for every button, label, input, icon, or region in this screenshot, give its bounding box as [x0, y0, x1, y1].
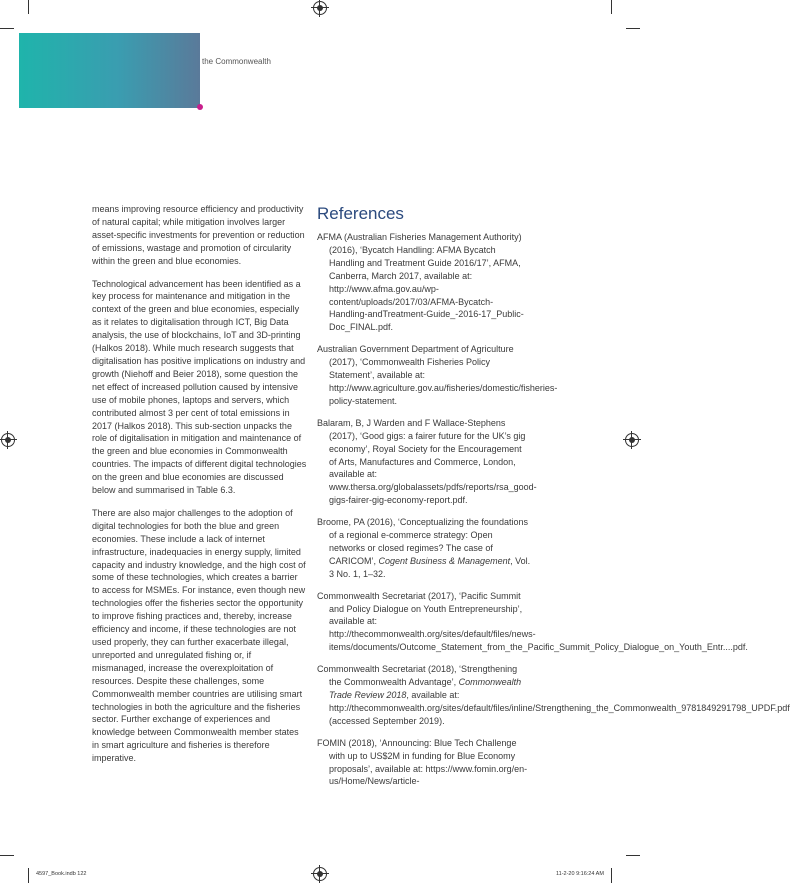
footer-file-slug: 4597_Book.indb 122 — [36, 871, 87, 877]
crop-mark — [0, 28, 14, 29]
reference-item — [317, 663, 790, 728]
header-banner — [19, 33, 200, 108]
body-paragraph: Technological advancement has been identified as a key process for maintenance and mitigation in the context of the green and blue economies, especially as it relates to digitalisation through ICT, Big Data analysis, the use of blockchains, IoT and 3D-printing (Halkos 2018). While much research suggests that digitalisation has positive implications on industry and growth (Niehoff and Beier 2018), some question the net effect of increased pollution caused by intensive use of mobile phones, laptops and servers, which contributed almost 3 per cent of total emissions in 2017 (Halkos 2018). This sub-section unpacks the role of digitalisation in mitigation and maintenance of the green and blue economies in Commonwealth countries. The impacts of different digital technologies on the green and blue economies are discussed below and summarised in Table 6.3. — [92, 278, 307, 496]
reference-text: , available at: http://thecommonwealth.org/sites/default/files/inline/Strengthening_the_Commonwealth_9781849291798_UPDF.pdf (accessed September 2019). — [329, 690, 790, 726]
running-head: the Commonwealth — [202, 57, 271, 66]
references-section — [317, 204, 790, 797]
registration-mark-icon — [1, 433, 15, 447]
reference-text: Australian Government Department of Agriculture (2017), ‘Commonwealth Fisheries Policy Statement’, available at: http://www.agriculture.gov.au/fisheries/domestic/fisheries-policy-statement. — [317, 344, 558, 406]
reference-text: FOMIN (2018), ‘Announcing: Blue Tech Challenge with up to US$2M in funding for Blue Economy proposals’, available at: https://www.fomin.org/en-us/Home/News/article- — [317, 737, 528, 787]
banner-accent-dot — [197, 104, 203, 110]
crop-mark — [611, 868, 612, 883]
crop-mark — [626, 855, 640, 856]
crop-mark — [611, 0, 612, 14]
references-heading: References — [317, 204, 404, 223]
reference-title-italic: Cogent Business & Management — [378, 555, 511, 566]
crop-mark — [28, 868, 29, 883]
body-paragraph: There are also major challenges to the adoption of digital technologies for both the blue and green economies. These include a lack of internet infrastructure, inadequacies in energy supply, limited capacity and industry knowledge, and the high cost of some of these technologies, which creates a barrier to access for MSMEs. For instance, even though new technologies offer the fisheries sector the opportunity to improve fishing practices and, thereby, increase efficiency and income, if these technologies are not used properly, they can further exacerbate illegal, unreported and unregulated fishing or, if mismanaged, increase the overexploitation of resources. Despite these challenges, some Commonwealth member countries are utilising smart technologies in both the agriculture and the fisheries sector. Further exchange of experiences and knowledge between Commonwealth member states in smart agriculture and fisheries is therefore imperative. — [92, 507, 306, 764]
reference-text: Commonwealth Secretariat (2017), ‘Pacific Summit and Policy Dialogue on Youth Entrepreneurship’, available at: http://thecommonwealth.org/sites/default/files/news-items/documents/Outcome_Statement_from_the_Pacific_Summit_Policy_Dialogue_on_Youth_Entr....pdf. — [317, 590, 748, 653]
body-column-left — [92, 203, 307, 775]
registration-mark-icon — [313, 867, 327, 881]
reference-text: , Vol. 3 No. 1, 1–32. — [329, 555, 531, 579]
registration-mark-icon — [313, 1, 327, 15]
crop-mark — [0, 855, 14, 856]
reference-item — [317, 516, 531, 581]
reference-text: Balaram, B, J Warden and F Wallace-Stephens (2017), ‘Good gigs: a fairer future for the UK’s gig economy’, Royal Society for the Encouragement of Arts, Manufactures and Commerce, London, available at: www.thersa.org/globalassets/pdfs/reports/rsa_good-gigs-fairer-gig-economy-report.pdf. — [317, 417, 537, 506]
footer-timestamp: 11-2-20 9:16:24 AM — [556, 871, 604, 877]
reference-item — [317, 343, 558, 408]
reference-item — [317, 417, 537, 507]
registration-mark-icon — [625, 433, 639, 447]
reference-text: Broome, PA (2016), ‘Conceptualizing the foundations of a regional e-commerce strategy: Open networks or closed regimes? The case of CARICOM’, — [317, 517, 528, 566]
reference-item — [317, 737, 531, 789]
crop-mark — [626, 28, 640, 29]
reference-item — [317, 590, 748, 655]
reference-item — [317, 231, 531, 334]
reference-text: Commonwealth Secretariat (2018), ‘Strengthening the Commonwealth Advantage’, — [317, 664, 518, 688]
body-paragraph: means improving resource efficiency and productivity of natural capital; while mitigation involves larger asset-specific investments for prevention or reduction of emissions, wastage and promotion of circularity within the green and blue economies. — [92, 204, 305, 266]
reference-text: AFMA (Australian Fisheries Management Authority) (2016), ‘Bycatch Handling: AFMA Bycatch Handling and Treatment Guide 2016/17’, AFMA, Canberra, March 2017, available at: http://www.afma.gov.au/wp-content/uploads/2017/03/AFMA-Bycatch-Handling-andTreatment-Guide_-2016-17_Public-Doc_FINAL.pdf. — [317, 232, 524, 333]
reference-title-italic: Commonwealth Trade Review 2018 — [329, 677, 522, 700]
crop-mark — [28, 0, 29, 14]
